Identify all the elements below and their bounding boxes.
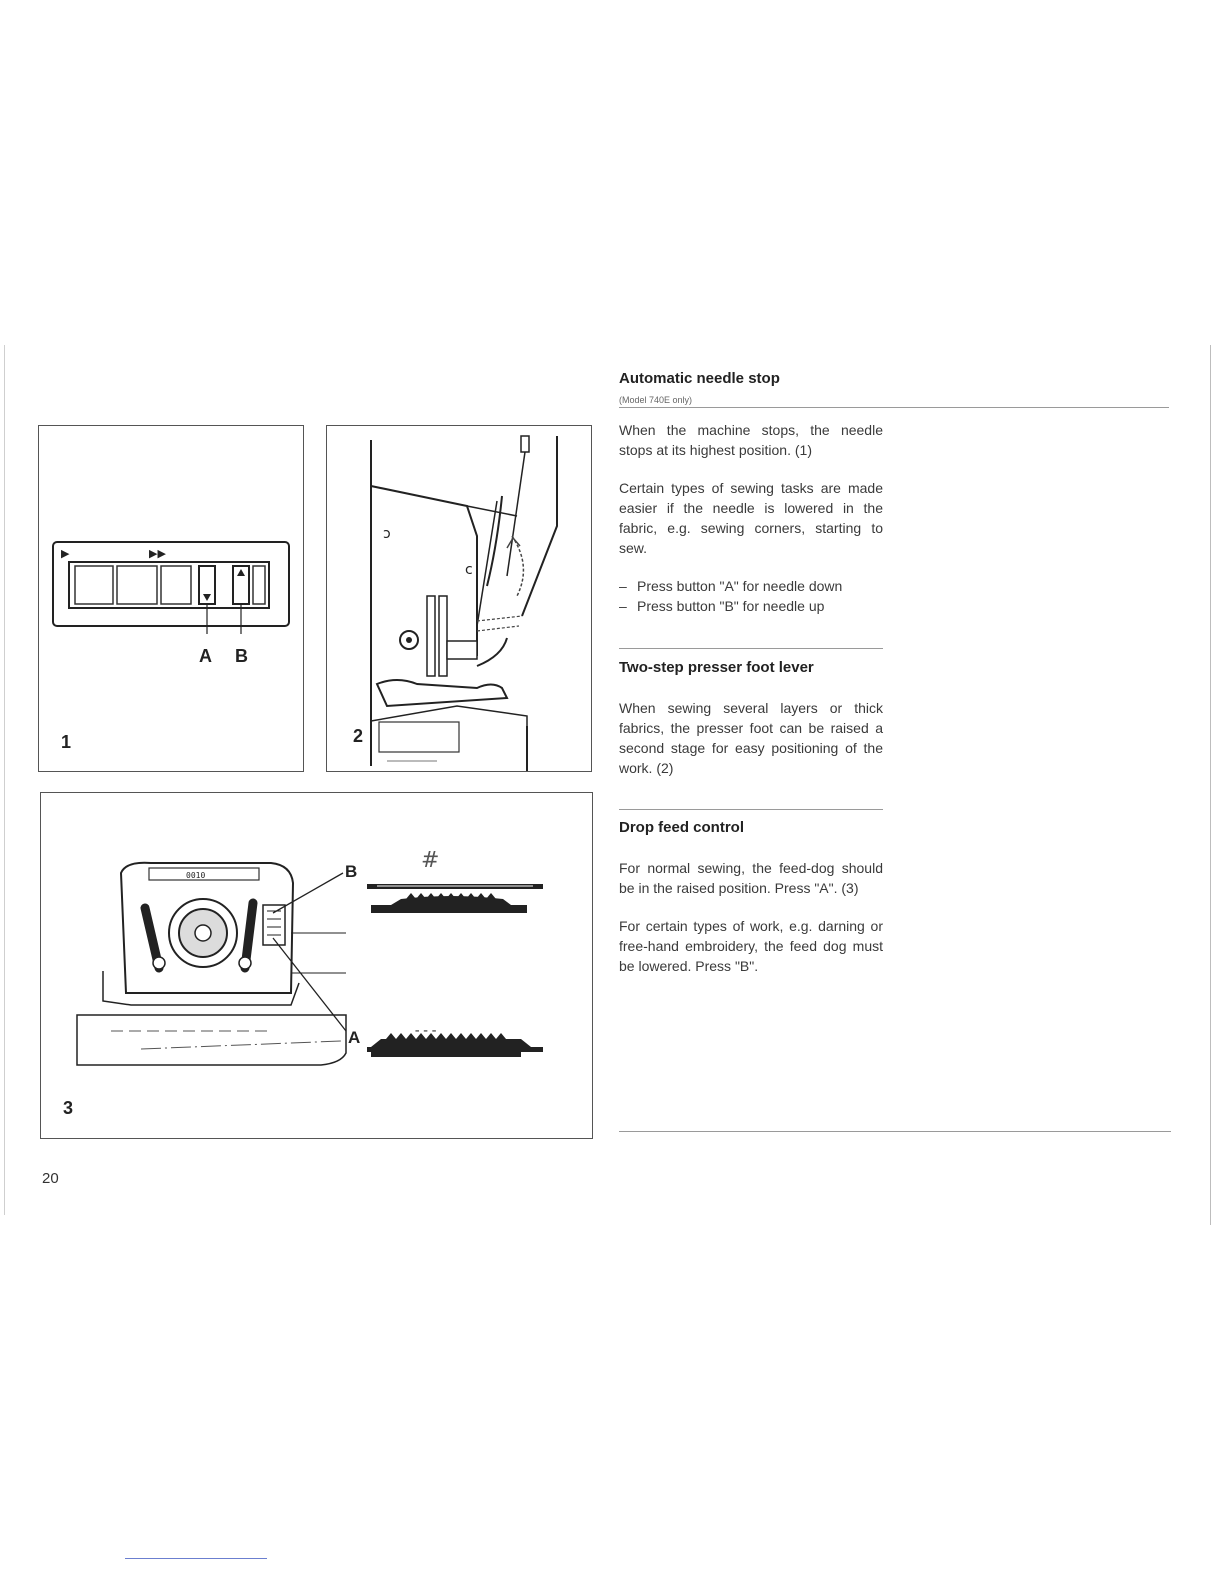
section-presser-foot xyxy=(619,658,883,778)
divider-presser xyxy=(619,648,883,649)
subtitle-model-note: (Model 740E only) xyxy=(619,395,693,405)
label-button-a: A xyxy=(199,646,212,666)
paragraph-presser-foot: When sewing several layers or thick fabrics, the presser foot can be raised a second stage for easy positioning of the work. (2) xyxy=(619,700,883,776)
needle-button-list xyxy=(619,576,883,616)
panel-readout: 0010 xyxy=(186,871,206,880)
label-position-b: B xyxy=(345,862,358,881)
feed-dog-illustration xyxy=(41,793,592,1138)
paragraph-drop-feed-1: For normal sewing, the feed-dog should be in the raised position. Press "A". (3) xyxy=(619,860,883,896)
label-position-a: A xyxy=(348,1028,361,1047)
figure-2-number: 2 xyxy=(353,726,364,746)
figure-3-number: 3 xyxy=(63,1098,74,1118)
button-panel-illustration xyxy=(39,426,303,771)
list-item: – Press button "B" for needle up xyxy=(619,596,883,616)
svg-text:c: c xyxy=(465,562,473,578)
footer-link-underline xyxy=(125,1558,267,1559)
page-number: 20 xyxy=(42,1170,59,1187)
double-arrow-mark: ▶▶ xyxy=(149,547,166,560)
paragraph-needle-stop-1: When the machine stops, the needle stops at its highest position. (1) xyxy=(619,422,883,458)
figure-2-presser-foot-lever xyxy=(326,425,592,772)
section-needle-stop-heading xyxy=(619,369,919,410)
page-edge-right xyxy=(1210,345,1211,1225)
label-button-b: B xyxy=(235,646,248,666)
symbol-raised: # xyxy=(421,848,440,873)
symbol-lowered: --- xyxy=(413,1023,439,1039)
svg-text:ɔ: ɔ xyxy=(383,526,391,542)
figure-3-drop-feed xyxy=(40,792,593,1139)
figure-1-number: 1 xyxy=(61,732,72,752)
list-item: – Press button "A" for needle down xyxy=(619,576,883,596)
section-needle-stop-body xyxy=(619,420,883,616)
paragraph-needle-stop-2: Certain types of sewing tasks are made easier if the needle is lowered in the fabric, e.g. sewing corners, starting to sew. xyxy=(619,480,883,556)
page-edge-left xyxy=(4,345,5,1215)
paragraph-drop-feed-2: For certain types of work, e.g. darning or free-hand embroidery, the feed dog must be lowered. Press "B". xyxy=(619,918,883,974)
section-drop-feed xyxy=(619,818,883,976)
divider-drop-feed xyxy=(619,809,883,810)
single-arrow-mark: ▶ xyxy=(61,547,70,560)
presser-foot-illustration xyxy=(327,426,591,771)
divider-bottom xyxy=(619,1131,1171,1132)
heading-presser-foot-lever: Two-step presser foot lever xyxy=(619,659,814,676)
heading-drop-feed-control: Drop feed control xyxy=(619,819,745,836)
heading-automatic-needle-stop: Automatic needle stop xyxy=(619,370,780,387)
divider-top xyxy=(619,407,1169,408)
figure-1-needle-stop-buttons xyxy=(38,425,304,772)
